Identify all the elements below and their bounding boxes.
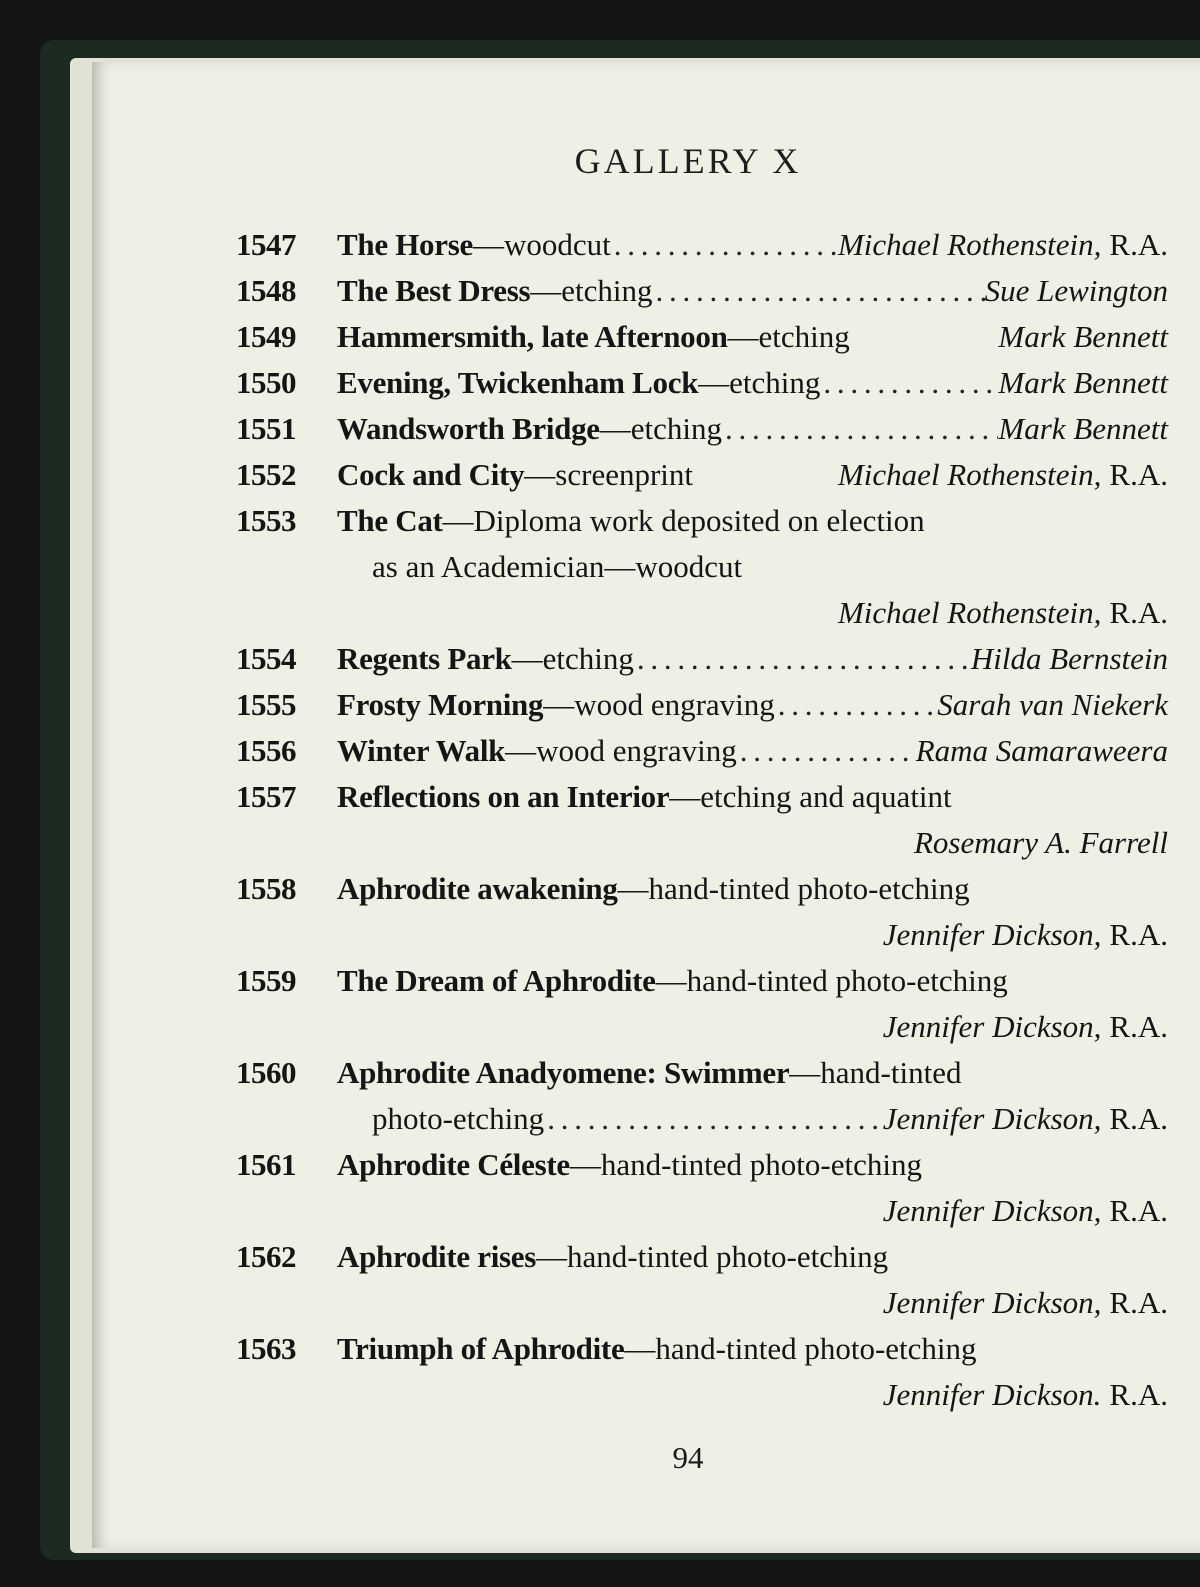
entry-title: Wandsworth Bridge bbox=[337, 411, 600, 446]
entry-medium: —screenprint bbox=[524, 457, 694, 492]
entry-number: 1549 bbox=[236, 319, 296, 354]
entry-suffix: R.A. bbox=[1109, 1377, 1168, 1412]
catalogue-entry bbox=[236, 498, 1168, 636]
leader-dots bbox=[722, 406, 998, 452]
entry-artist: Jennifer Dickson, bbox=[882, 1285, 1102, 1320]
entry-artist: Michael Rothenstein, bbox=[837, 227, 1102, 262]
catalogue-entry bbox=[236, 866, 1168, 958]
leader-dots bbox=[820, 360, 998, 406]
catalogue-entry bbox=[236, 1142, 1168, 1234]
entry-medium: —wood engraving bbox=[505, 733, 737, 768]
entry-medium: —hand-tinted photo-etching bbox=[569, 1147, 922, 1182]
entry-title: Cock and City bbox=[337, 457, 525, 492]
leader-dots bbox=[611, 222, 838, 268]
entry-artist: Hilda Bernstein bbox=[970, 641, 1168, 676]
entry-title: Reflections on an Interior bbox=[337, 779, 670, 814]
catalogue-entry bbox=[236, 636, 1168, 682]
catalogue-entry bbox=[236, 314, 1168, 360]
entry-number: 1560 bbox=[236, 1055, 296, 1090]
entry-artist: Jennifer Dickson. bbox=[882, 1377, 1102, 1412]
entry-medium: —hand-tinted photo-etching bbox=[536, 1239, 889, 1274]
catalogue-entry bbox=[236, 222, 1168, 268]
entry-artist: Jennifer Dickson, bbox=[882, 1193, 1102, 1228]
entry-artist: Rosemary A. Farrell bbox=[914, 825, 1168, 860]
catalogue-entry bbox=[236, 452, 1168, 498]
entry-artist: Mark Bennett bbox=[998, 411, 1168, 446]
entry-medium: —hand-tinted bbox=[789, 1055, 962, 1090]
entry-title: The Cat bbox=[337, 503, 443, 538]
entry-medium: —etching bbox=[599, 411, 722, 446]
entry-medium: —hand-tinted photo-etching bbox=[655, 963, 1008, 998]
catalogue-entry bbox=[236, 1234, 1168, 1326]
entry-number: 1561 bbox=[236, 1147, 296, 1182]
entry-artist: Rama Samaraweera bbox=[915, 733, 1168, 768]
entry-title: The Best Dress bbox=[337, 273, 531, 308]
entry-number: 1555 bbox=[236, 687, 296, 722]
catalogue-entry bbox=[236, 406, 1168, 452]
leader-dots bbox=[634, 636, 971, 682]
leader-dots bbox=[737, 728, 916, 774]
entry-artist: Jennifer Dickson, bbox=[882, 1009, 1102, 1044]
entry-suffix: R.A. bbox=[1109, 457, 1168, 492]
entry-title: Aphrodite awakening bbox=[337, 871, 618, 906]
entry-title: Frosty Morning bbox=[337, 687, 544, 722]
entry-artist: Jennifer Dickson, bbox=[882, 917, 1102, 952]
catalogue-list bbox=[236, 222, 1168, 1418]
entry-suffix: R.A. bbox=[1109, 1285, 1168, 1320]
entry-artist: Mark Bennett bbox=[998, 365, 1168, 400]
catalogue-entry bbox=[236, 728, 1168, 774]
entry-number: 1554 bbox=[236, 641, 296, 676]
entry-artist: Jennifer Dickson, bbox=[882, 1101, 1102, 1136]
entry-medium: —etching bbox=[727, 319, 850, 354]
entry-medium: —etching bbox=[698, 365, 821, 400]
entry-title: Hammersmith, late Afternoon bbox=[337, 319, 728, 354]
catalogue-entry bbox=[236, 958, 1168, 1050]
entry-number: 1557 bbox=[236, 779, 296, 814]
entry-number: 1551 bbox=[236, 411, 296, 446]
entry-artist: Sue Lewington bbox=[984, 273, 1168, 308]
entry-title: Winter Walk bbox=[337, 733, 506, 768]
entry-number: 1547 bbox=[236, 227, 296, 262]
catalogue-entry bbox=[236, 774, 1168, 866]
entry-title: Triumph of Aphrodite bbox=[337, 1331, 625, 1366]
catalogue-entry bbox=[236, 682, 1168, 728]
entry-suffix: R.A. bbox=[1109, 595, 1168, 630]
entry-number: 1553 bbox=[236, 503, 296, 538]
leader-dots bbox=[653, 268, 985, 314]
entry-number: 1558 bbox=[236, 871, 296, 906]
entry-suffix: R.A. bbox=[1109, 1009, 1168, 1044]
entry-artist: Michael Rothenstein, bbox=[837, 457, 1102, 492]
leader-dots bbox=[775, 682, 938, 728]
entry-title: The Dream of Aphrodite bbox=[337, 963, 656, 998]
entry-suffix: R.A. bbox=[1109, 1193, 1168, 1228]
catalogue-entry bbox=[236, 1050, 1168, 1142]
entry-artist: Mark Bennett bbox=[998, 319, 1168, 354]
entry-number: 1562 bbox=[236, 1239, 296, 1274]
entry-title: The Horse bbox=[337, 227, 473, 262]
page-number: 94 bbox=[672, 1440, 704, 1475]
entry-artist: Sarah van Niekerk bbox=[937, 687, 1168, 722]
entry-number: 1556 bbox=[236, 733, 296, 768]
entry-number: 1563 bbox=[236, 1331, 296, 1366]
entry-number: 1552 bbox=[236, 457, 296, 492]
catalogue-entry bbox=[236, 360, 1168, 406]
entry-artist: Michael Rothenstein, bbox=[837, 595, 1102, 630]
entry-suffix: R.A. bbox=[1109, 227, 1168, 262]
entry-medium-continued: as an Academician—woodcut bbox=[372, 549, 743, 584]
entry-medium: —woodcut bbox=[472, 227, 611, 262]
entry-number: 1559 bbox=[236, 963, 296, 998]
entry-medium: —Diploma work deposited on election bbox=[442, 503, 925, 538]
entry-number: 1548 bbox=[236, 273, 296, 308]
entry-title: Evening, Twickenham Lock bbox=[337, 365, 699, 400]
entry-title: Regents Park bbox=[337, 641, 512, 676]
entry-title: Aphrodite Anadyomene: Swimmer bbox=[337, 1055, 790, 1090]
entry-medium: —hand-tinted photo-etching bbox=[617, 871, 970, 906]
catalogue-entry bbox=[236, 268, 1168, 314]
entry-medium: —wood engraving bbox=[543, 687, 775, 722]
entry-suffix: R.A. bbox=[1109, 917, 1168, 952]
entry-medium: —etching and aquatint bbox=[669, 779, 952, 814]
gallery-heading: GALLERY X bbox=[574, 141, 802, 181]
entry-medium: —hand-tinted photo-etching bbox=[624, 1331, 977, 1366]
entry-title: Aphrodite rises bbox=[337, 1239, 537, 1274]
entry-suffix: R.A. bbox=[1109, 1101, 1168, 1136]
entry-number: 1550 bbox=[236, 365, 296, 400]
entry-title: Aphrodite Céleste bbox=[337, 1147, 570, 1182]
leader-dots bbox=[544, 1096, 883, 1142]
entry-medium-continued: photo-etching bbox=[372, 1101, 545, 1136]
entry-medium: —etching bbox=[511, 641, 634, 676]
entry-medium: —etching bbox=[530, 273, 653, 308]
catalogue-entry bbox=[236, 1326, 1168, 1418]
